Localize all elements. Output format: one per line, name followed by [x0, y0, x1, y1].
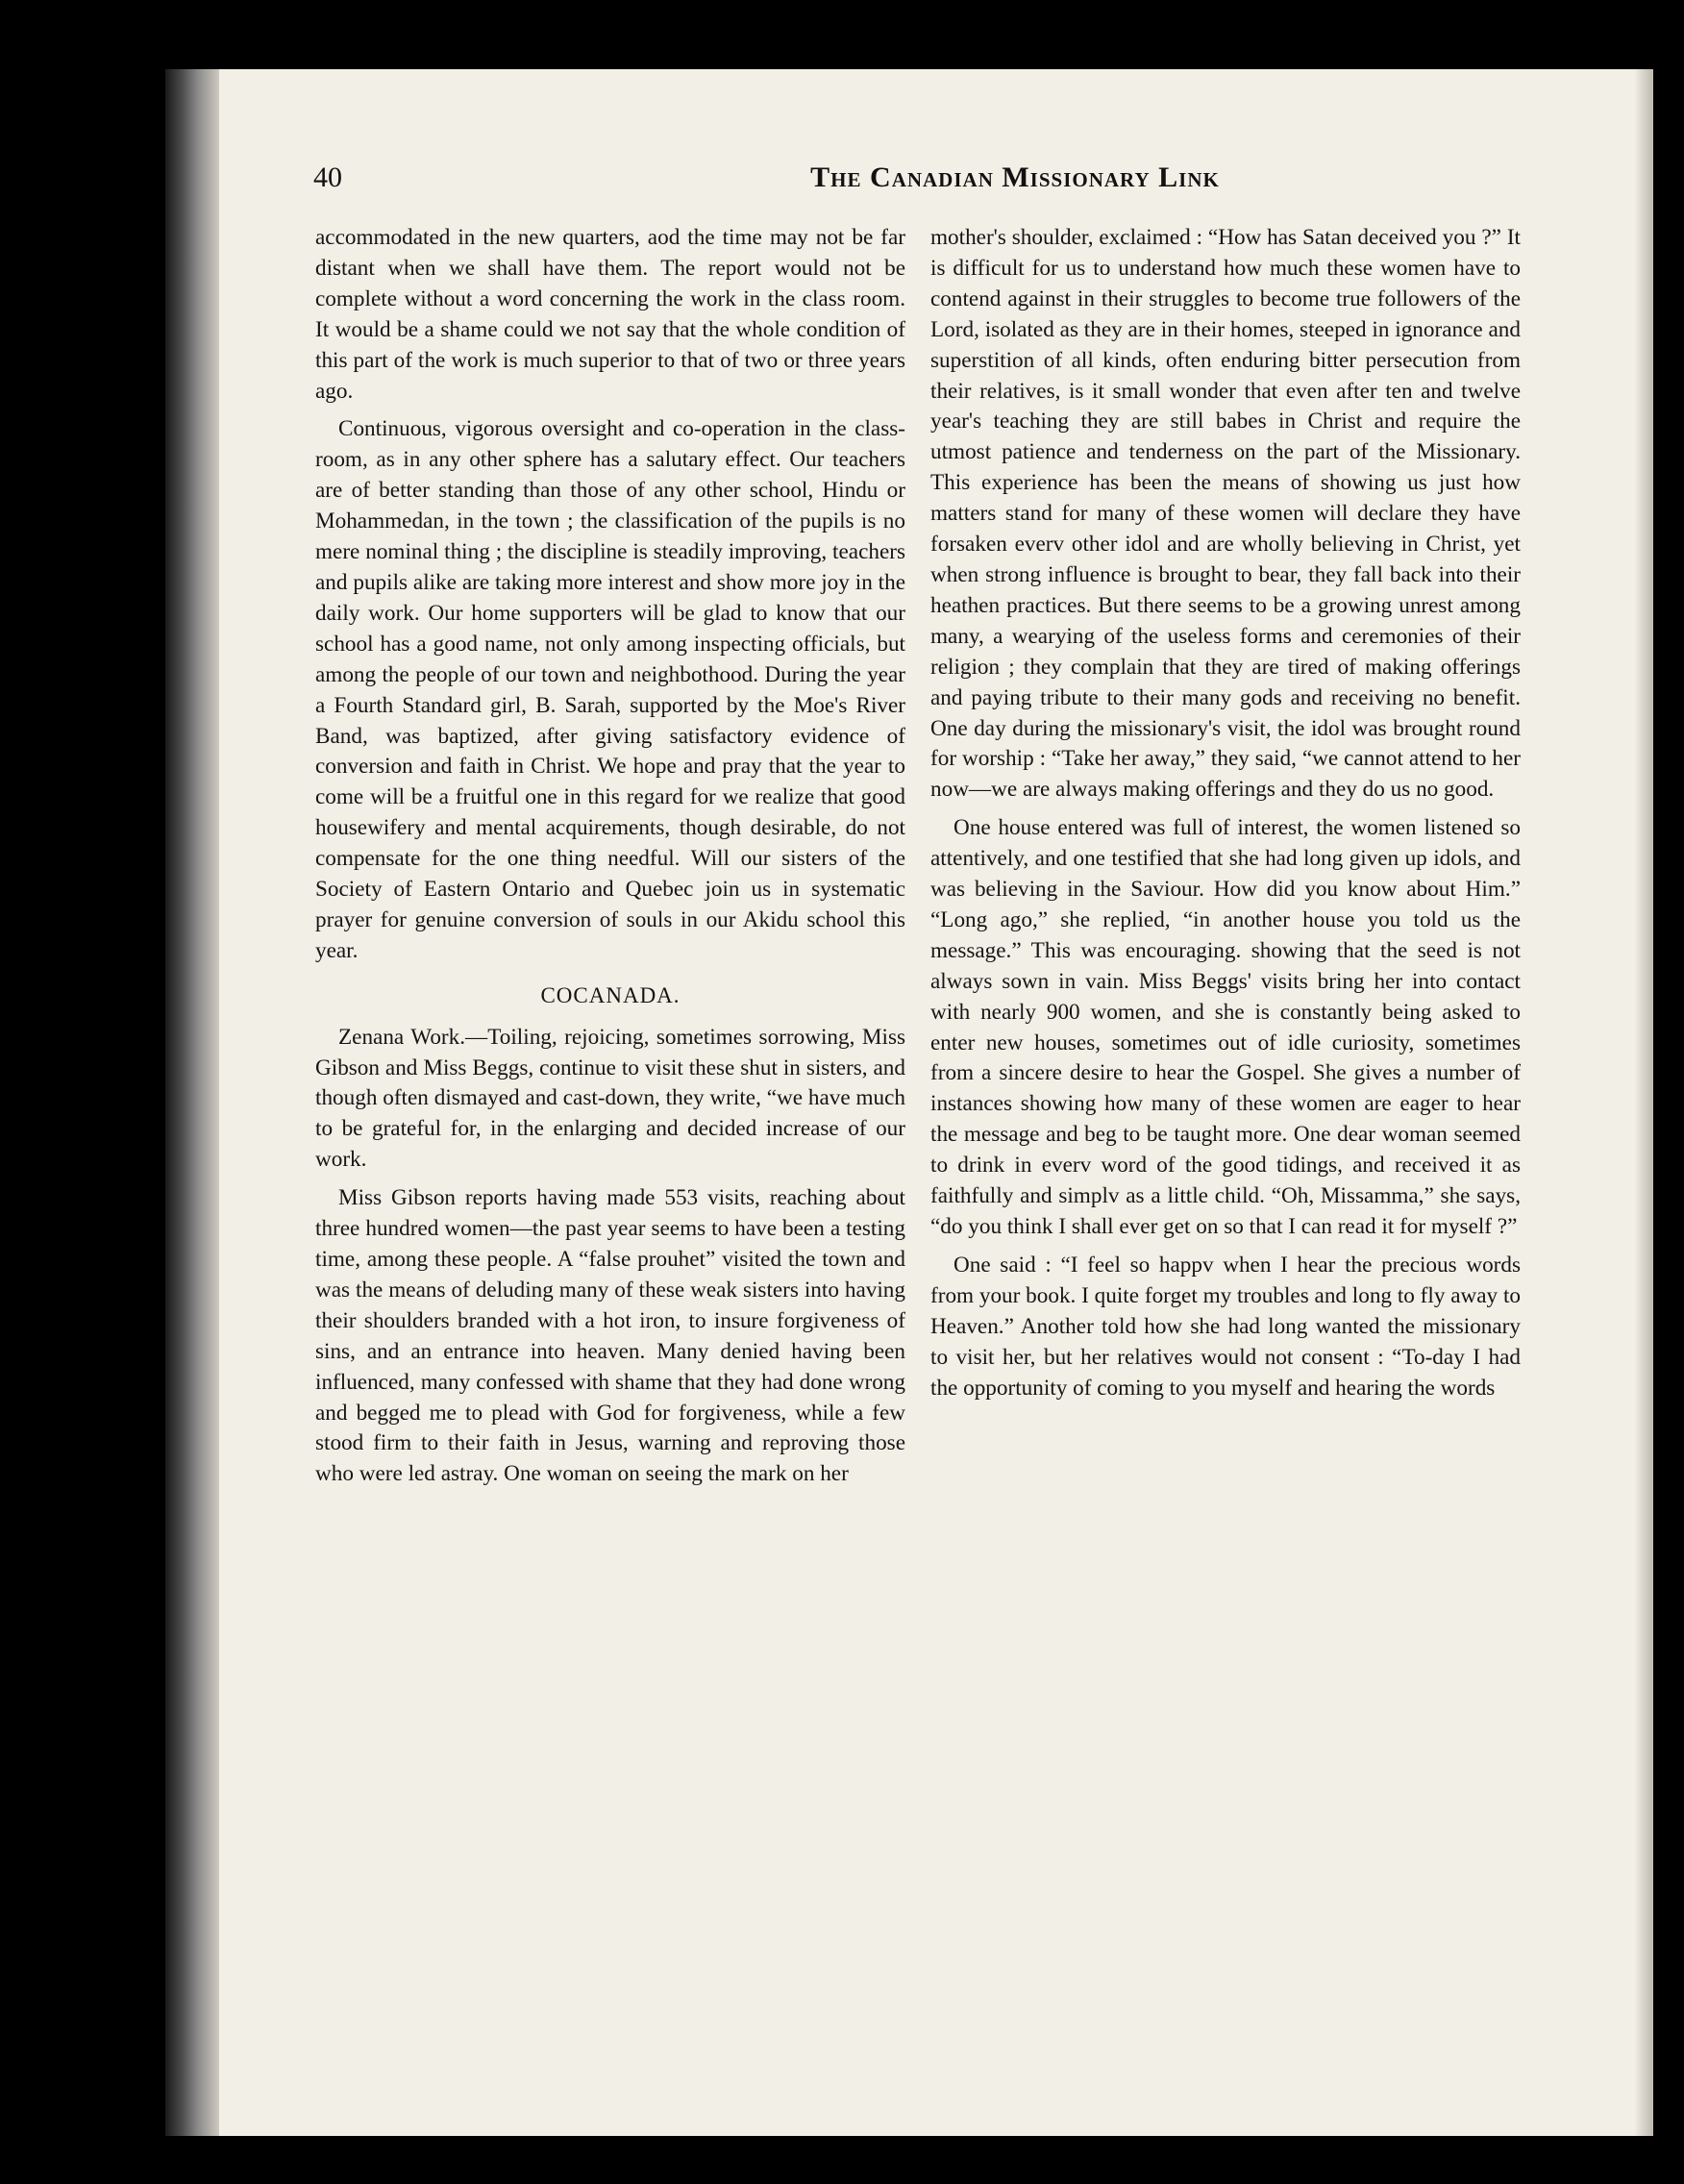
right-column [930, 223, 1521, 1411]
paragraph: mother's shoulder, exclaimed : “How has Satan deceived you ?” It is difficult for us to understand how much these women have to contend against in their struggles to become true followers of the Lord, isolated as they are in their homes, steeped in ignorance and superstition of all kinds, often enduring bitter persecution from their relatives, is it small wonder that even after ten and twelve year's teaching they are still babes in Christ and require the utmost patience and tenderness on the part of the Missionary. This experience has been the means of showing us just how matters stand for many of these women will declare they have forsaken everv other idol and are wholly believing in Christ, yet when strong influence is brought to bear, they fall back into their heathen practices. But there seems to be a growing unrest among many, a wearying of the useless forms and ceremonies of their religion ; they complain that they are tired of making offerings and paying tribute to their many gods and receiving no benefit. One day during the missionary's visit, the idol was brought round for worship : “Take her away,” they said, “we cannot attend to her now—we are always making offerings and they do us no good. [930, 225, 1521, 803]
running-head: The Canadian Missionary Link [810, 161, 1220, 193]
paragraph: accommodated in the new quarters, aod the time may not be far distant when we shall have them. The report would not be complete without a word concerning the work in the class room. It would be a shame could we not say that the whole condition of this part of the work is much superior to that of two or three years ago. [315, 225, 905, 404]
paragraph: Continuous, vigorous oversight and co-operation in the class-room, as in any other sphere has a salutary effect. Our teachers are of better standing than those of any other school, Hindu or Mohammedan, in the town ; the classification of the pupils is no mere nominal thing ; the discipline is steadily improving, teachers and pupils alike are taking more interest and show more joy in the daily work. Our home supporters will be glad to know that our school has a good name, not only among inspecting officials, but among the people of our town and neighbothood. During the year a Fourth Standard girl, B. Sarah, supported by the Moe's River Band, was baptized, after giving satisfactory evidence of conversion and faith in Christ. We hope and pray that the year to come will be a fruitful one in this regard for we realize that good housewifery and mental acquirements, though desirable, do not compensate for the one thing needful. Will our sisters of the Society of Eastern Ontario and Quebec join us in systematic prayer for genuine conversion of souls in our Akidu school this year. [315, 416, 905, 963]
page-header [313, 161, 1534, 200]
paragraph: Zenana Work.—Toiling, rejoicing, sometimes sorrowing, Miss Gibson and Miss Beggs, continue to visit these shut in sisters, and though often dismayed and cast-down, they write, “we have much to be grateful for, in the enlarging and decided increase of our work. [315, 1024, 905, 1173]
paragraph: Miss Gibson reports having made 553 visits, reaching about three hundred women—the past year seems to have been a testing time, among these people. A “false prouhet” visited the town and was the means of deluding many of these weak sisters into having their shoulders branded with a hot iron, to insure forgiveness of sins, and an entrance into heaven. Many denied having been influenced, many confessed with shame that they had done wrong and begged me to plead with God for forgiveness, while a few stood firm to their faith in Jesus, warning and reproving those who were led astray. One woman on seeing the mark on her [315, 1185, 905, 1487]
paragraph: One said : “I feel so happv when I hear the precious words from your book. I quite forget my troubles and long to fly away to Heaven.” Another told how she had long wanted the missionary to visit her, but her relatives would not consent : “To-day I had the opportunity of coming to you myself and hearing the words [930, 1252, 1521, 1401]
book-gutter-shadow [165, 69, 219, 2136]
section-heading: COCANADA. [540, 982, 681, 1007]
page-number: 40 [313, 161, 342, 193]
page-edge-shadow [1634, 69, 1653, 2136]
paragraph: One house entered was full of interest, the women listened so attentively, and one testified that she had long given up idols, and was believing in the Saviour. How did you know about Him.” “Long ago,” she replied, “in another house you told us the message.” This was encouraging. showing that the seed is not always sown in vain. Miss Beggs' visits bring her into contact with nearly 900 women, and she is constantly being asked to enter new houses, sometimes out of idle curiosity, sometimes from a sincere desire to hear the Gospel. She gives a number of instances showing how many of these women are eager to hear the message and beg to be taught more. One dear woman seemed to drink in everv word of the good tidings, and received it as faithfully and simplv as a little child. “Oh, Missamma,” she says, “do you think I shall ever get on so that I can read it for myself ?” [930, 815, 1521, 1239]
left-column [315, 223, 905, 1498]
